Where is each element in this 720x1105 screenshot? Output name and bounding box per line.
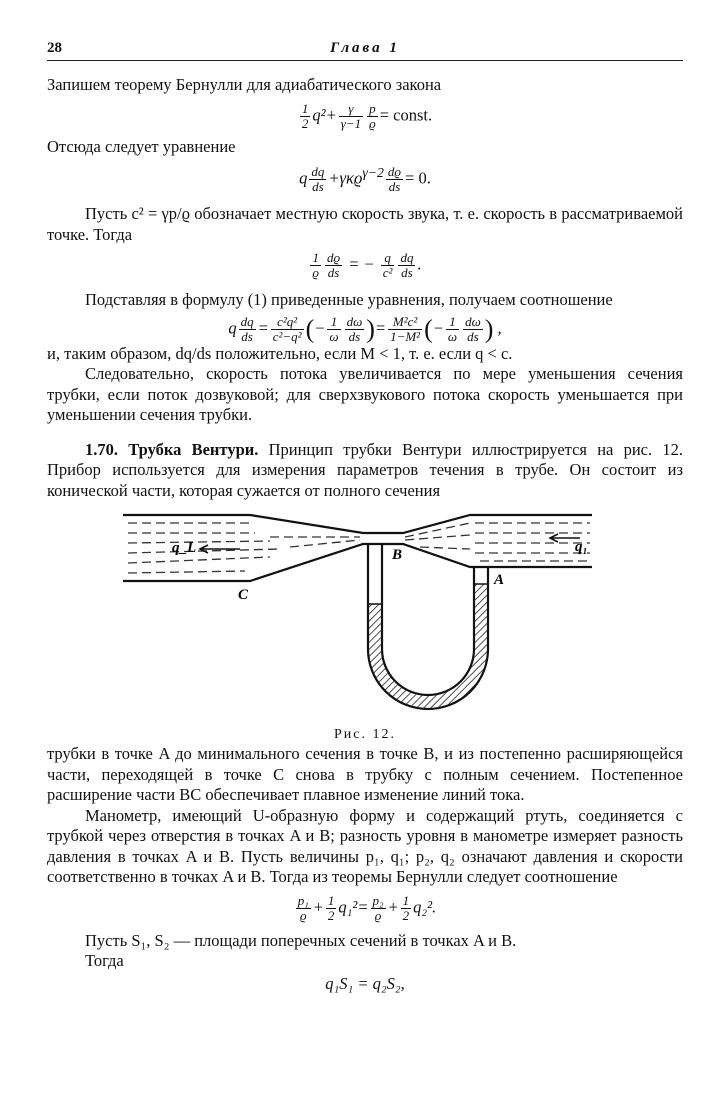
equation-bernoulli-ab: $\frac{\text{p₁}}{ϱ}$ + $\frac{1}{2}$ q₁²= $\frac{\text{p₂}}{ϱ}$ + $\frac{1}{2}$ q₂². bbox=[297, 892, 437, 923]
paragraph-2: Отсюда следует уравнение bbox=[47, 136, 236, 156]
arrow-left-icon bbox=[200, 545, 240, 553]
venturi-diagram bbox=[120, 509, 600, 719]
section-number: 1.70. bbox=[85, 439, 118, 459]
paragraph-9: Манометр, имеющий U-образную форму и содержащий ртуть, соединяется с трубкой через отверстия в точках A и B; разность уровня в манометре измеряет разность давления в точках A и B. Пусть величины p₁, q₁; p₂, q₂ означают давления и скорости соответственно в точках A и B. Тогда из теоремы Бернулли следует соотношение bbox=[47, 805, 683, 887]
running-header bbox=[47, 34, 683, 61]
manometer-inner bbox=[382, 544, 474, 695]
tube-top-wall bbox=[123, 515, 592, 533]
section-title: Трубка Вентури. bbox=[128, 439, 259, 459]
chapter-title: Глава 1 bbox=[330, 40, 400, 56]
equation-density: $\frac{1}{ϱ}$ $\frac{dϱ}{ds}$ = − $\frac{q}{\text{c²}}$ $\frac{dq}{ds}$ . bbox=[312, 250, 422, 281]
figure-caption: Рис. 12. bbox=[334, 727, 396, 743]
paragraph-6: Следовательно, скорость потока увеличивается по мере уменьшения сечения трубки, если поток дозвуковой; для сверхзвукового потока скорость уменьшается при уменьшении сечения трубки. bbox=[47, 364, 683, 425]
label-b: B bbox=[392, 547, 403, 564]
equation-bernoulli: $\frac{1}{2}$ q²+ $\frac{\gamma}{\gamma-1}$ $\frac{p}{ϱ}$ = const. bbox=[301, 100, 433, 131]
label-c: C bbox=[238, 587, 249, 604]
equation-continuity: q₁S₁ = q₂S₂, bbox=[325, 973, 405, 993]
paragraph-5: и, таким образом, dq/ds положительно, если M < 1, т. е. если q < c. bbox=[47, 343, 513, 363]
mercury-fill bbox=[368, 584, 488, 709]
paragraph-11: Тогда bbox=[85, 951, 124, 971]
paragraph-4: Подставляя в формулу (1) приведенные уравнения, получаем соотношение bbox=[85, 290, 613, 310]
figure-venturi bbox=[47, 509, 683, 744]
equation-relation: q $\frac{dq}{ds}$ = $\frac{\text{c²q²}}{\text{c²−q²}}$ (− $\frac{1}{\omega}$ $\frac{d\omega}{ds}$ )= $\frac{\text{M²c²}}{\text{1−M²}}$ (− $\frac{1}{\omega}$ $\frac{d\omega}{ds}$ ) , bbox=[228, 313, 502, 344]
paragraph-8: трубки в точке A до минимального сечения в точке B, и из постепенно расширяющейся части, переходящей в точке C снова в трубку с полным сечением. Постепенное расширение части BC обеспечивает плавное изменение линий тока. bbox=[47, 744, 683, 805]
flow-lines bbox=[128, 523, 590, 573]
label-q1: q₁ bbox=[575, 539, 588, 556]
paragraph-10: Пусть S₁, S₂ — площади поперечных сечений в точках A и B. bbox=[85, 930, 517, 950]
paragraph-1: Запишем теорему Бернулли для адиабатического закона bbox=[47, 75, 442, 94]
equation-rhs-zero: = 0. bbox=[405, 168, 431, 188]
section-paragraph bbox=[47, 440, 683, 502]
paragraph-3: Пусть c² = γp/ϱ обозначает местную скорость звука, т. е. скорость в рассматриваемой точке. Тогда bbox=[47, 204, 683, 244]
label-a: A bbox=[494, 572, 505, 589]
label-ql: q_L bbox=[172, 540, 197, 557]
page-number: 28 bbox=[47, 40, 62, 56]
equation-rhs: = const. bbox=[379, 104, 433, 124]
page bbox=[47, 34, 683, 994]
paragraph-7: Принцип трубки Вентури иллюстрируется на рис. 12. Прибор используется для измерения параметров течения в трубе. Он состоит из конической части, которая сужается от полного сечения bbox=[47, 439, 683, 500]
equation-derivative: q $\frac{dq}{ds}$ +γκϱ$^{\gamma-2}$ $\frac{dϱ}{ds}$ = 0. bbox=[299, 164, 431, 195]
